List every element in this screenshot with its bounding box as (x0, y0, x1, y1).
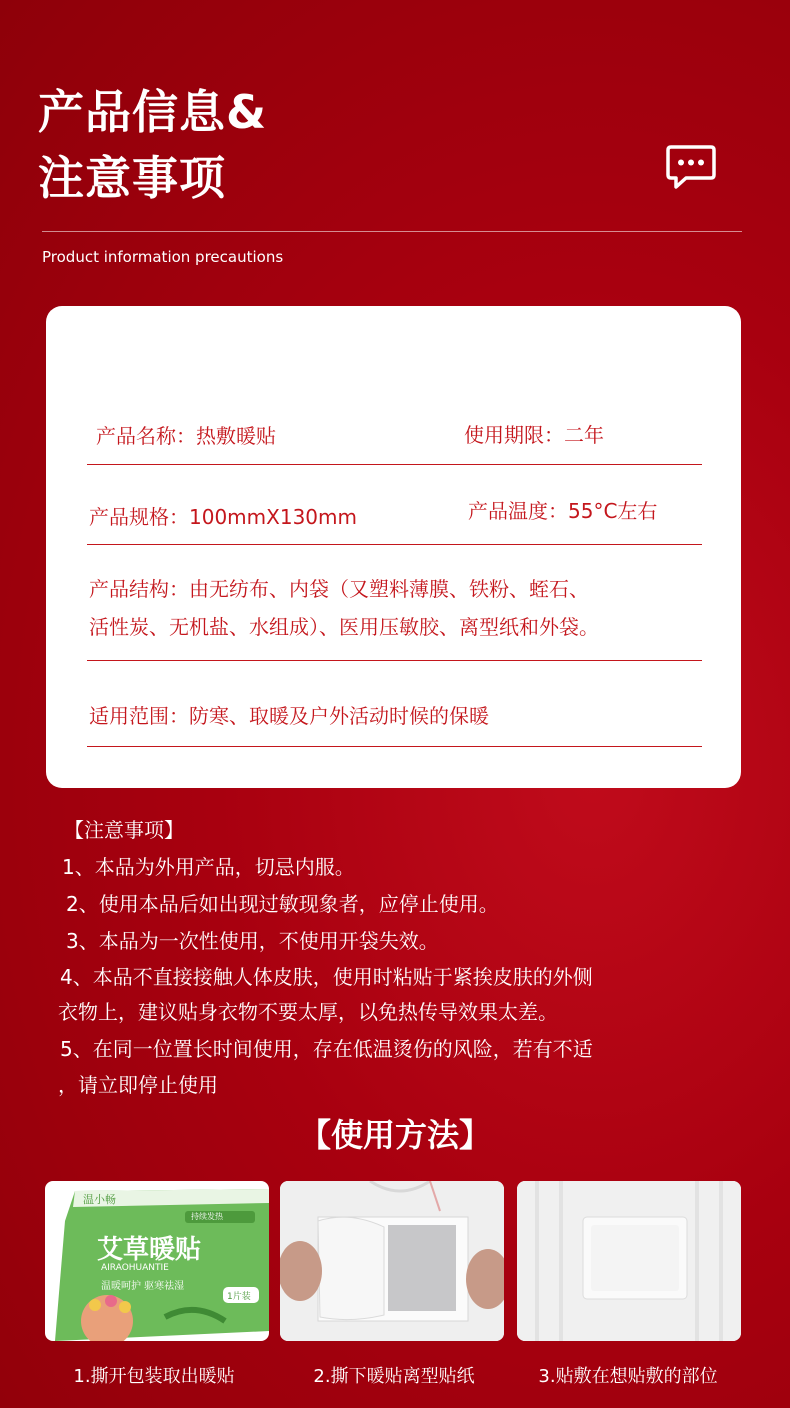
precaution-item: 2、使用本品后如出现过敏现象者，应停止使用。 (66, 892, 499, 916)
package-en: AIRAOHUANTIE (101, 1263, 169, 1273)
product-period: 使用期限：二年 (464, 423, 604, 447)
package-badge: 持续发热 (191, 1212, 223, 1221)
precaution-item: 衣物上，建议贴身衣物不要太厚，以免热传导效果太差。 (58, 1000, 558, 1024)
page-subtitle: Product information precautions (42, 248, 284, 266)
package-slogan: 温暖呵护 驱寒祛湿 (101, 1281, 185, 1292)
product-scope: 适用范围：防寒、取暖及户外活动时候的保暖 (89, 704, 489, 728)
product-structure-line1: 产品结构：由无纺布、内袋（又塑料薄膜、铁粉、蛭石、 (89, 577, 589, 601)
card-divider (87, 544, 702, 545)
product-spec: 产品规格：100mmX130mm (89, 505, 357, 529)
package-photo (45, 1181, 269, 1341)
product-name: 产品名称：热敷暖贴 (96, 424, 276, 448)
step-caption-2: 2.撕下暖贴离型贴纸 (313, 1366, 475, 1387)
package-count: 1片装 (227, 1292, 251, 1302)
product-structure-line2: 活性炭、无机盐、水组成）、医用压敏胶、离型纸和外袋。 (89, 615, 599, 639)
card-divider (87, 660, 702, 661)
product-temperature: 产品温度：55°C左右 (468, 499, 658, 523)
precaution-item: 3、本品为一次性使用，不使用开袋失效。 (66, 929, 439, 953)
card-divider (87, 746, 702, 747)
product-info-card (46, 306, 741, 788)
peel-photo (280, 1181, 504, 1341)
precaution-item: 5、在同一位置长时间使用，存在低温烫伤的风险，若有不适 (60, 1037, 593, 1061)
precautions-heading: 【注意事项】 (64, 818, 184, 842)
page-title-line2: 注意事项 (38, 151, 226, 205)
usage-title: 【使用方法】 (298, 1116, 491, 1154)
precaution-item: 4、本品不直接接触人体皮肤，使用时粘贴于紧挨皮肤的外侧 (60, 965, 593, 989)
precaution-item: 1、本品为外用产品，切忌内服。 (62, 855, 355, 879)
package-name: 艾草暖贴 (97, 1235, 202, 1265)
step-caption-3: 3.贴敷在想贴敷的部位 (538, 1366, 718, 1387)
applied-photo (517, 1181, 741, 1341)
chat-bubble-icon (666, 144, 716, 190)
package-brand: 温小畅 (83, 1193, 116, 1206)
header-divider (42, 231, 742, 232)
card-divider (87, 464, 702, 465)
precaution-item: ，请立即停止使用 (58, 1073, 218, 1097)
step-caption-1: 1.撕开包装取出暖贴 (73, 1366, 235, 1387)
page-title-line1: 产品信息& (38, 85, 268, 139)
